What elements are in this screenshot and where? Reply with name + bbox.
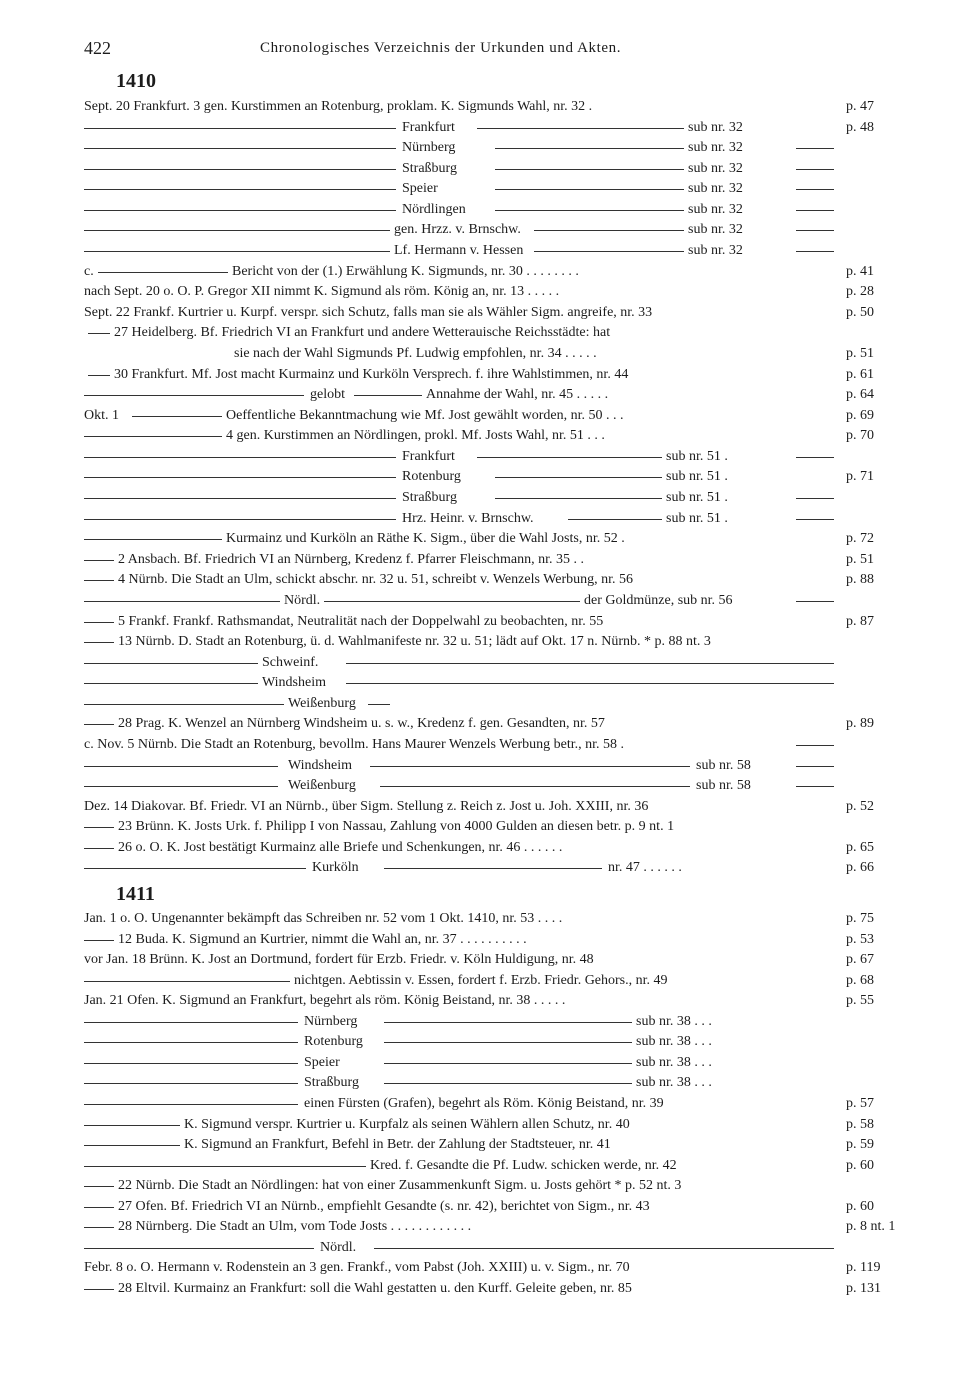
page-reference: p. 41: [846, 263, 874, 279]
entry-text: Speier: [402, 181, 438, 197]
ditto-rule: [84, 683, 258, 684]
entry-text: Febr. 8 o. O. Hermann v. Rodenstein an 3 gen. Frankf., vom Pabst (Joh. XXIII) u. v. Sigm., nr. 70: [84, 1260, 630, 1276]
entry-line: [84, 673, 846, 693]
page-reference: p. 75: [846, 911, 874, 926]
ditto-rule: [84, 1227, 114, 1228]
entry-text: einen Fürsten (Grafen), begehrt als Röm. König Beistand, nr. 39: [304, 1095, 664, 1111]
entry-text: Speier: [304, 1054, 340, 1070]
entry-text: sub nr. 32: [688, 140, 743, 156]
ditto-rule: [84, 868, 306, 869]
page-reference: p. 65: [846, 839, 874, 855]
entry-text: sub nr. 32: [688, 243, 743, 259]
ditto-rule: [796, 210, 834, 211]
entry-text: Bericht von der (1.) Erwählung K. Sigmunds, nr. 30 . . . . . . . .: [232, 263, 579, 279]
entry-line: [84, 1094, 874, 1114]
entry-text: Jan. 1 o. O. Ungenannter bekämpft das Schreiben nr. 52 vom 1 Okt. 1410, nr. 53 . . . .: [84, 911, 563, 926]
ditto-rule: [84, 1125, 180, 1126]
entry-text: sub nr. 58: [696, 757, 751, 773]
entry-line: [84, 303, 874, 323]
entry-text: Windsheim: [288, 757, 352, 773]
entry-text: 30 Frankfurt. Mf. Jost macht Kurmainz und Kurköln Versprech. f. ihre Wahlstimmen, nr. 44: [114, 366, 629, 382]
page-reference: p. 28: [846, 284, 874, 300]
page-reference: p. 131: [846, 1280, 881, 1296]
page-reference: p. 68: [846, 972, 874, 988]
ditto-rule: [84, 1145, 180, 1146]
entry-text: Oeffentliche Bekanntmachung wie Mf. Jost gewählt worden, nr. 50 . . .: [226, 407, 624, 423]
entry-text: 12 Buda. K. Sigmund an Kurtrier, nimmt die Wahl an, nr. 37 . . . . . . . . . .: [118, 931, 527, 947]
ditto-rule: [796, 189, 834, 190]
ditto-rule: [84, 539, 222, 540]
page-reference: p. 51: [846, 345, 874, 361]
ditto-rule: [84, 1063, 298, 1064]
ditto-rule: [84, 498, 396, 499]
entry-line: [84, 971, 874, 991]
entry-text: 28 Prag. K. Wenzel an Nürnberg Windsheim u. s. w., Kredenz f. gen. Gesandten, nr. 57: [118, 716, 605, 732]
entry-line: [84, 1032, 846, 1052]
page-reference: p. 89: [846, 716, 874, 732]
ditto-rule: [534, 230, 684, 231]
entry-text: Jan. 21 Ofen. K. Sigmund an Frankfurt, begehrt als röm. König Beistand, nr. 38 . . . . .: [84, 993, 566, 1009]
page-reference: p. 50: [846, 304, 874, 320]
entry-line: [84, 817, 846, 837]
entry-line: [84, 282, 874, 302]
entry-line: [84, 1053, 846, 1073]
ditto-rule: [84, 1166, 366, 1167]
ditto-rule: [796, 498, 834, 499]
entry-line: [84, 118, 874, 138]
entry-text: 27 Heidelberg. Bf. Friedrich VI an Frankfurt und andere Wetterauische Reichsstädte: hat: [114, 325, 611, 341]
entry-line: [84, 241, 846, 261]
page-reference: p. 51: [846, 551, 874, 567]
entry-text: vor Jan. 18 Brünn. K. Jost an Dortmund, fordert für Erzb. Friedr. v. Köln Huldigung, nr. 48: [84, 952, 594, 968]
ditto-rule: [384, 1083, 632, 1084]
page-reference: p. 71: [846, 469, 874, 485]
entry-line: [84, 632, 846, 652]
ditto-rule: [84, 580, 114, 581]
entry-text: Lf. Hermann v. Hessen: [394, 243, 524, 259]
entry-text: 23 Brünn. K. Josts Urk. f. Philipp I von Nassau, Zahlung von 4000 Gulden an diesen betr. p. 9 nt. 1: [118, 819, 675, 835]
entry-text: K. Sigmund an Frankfurt, Befehl in Betr. der Zahlung der Stadtsteuer, nr. 41: [184, 1137, 611, 1153]
entry-line: [84, 97, 874, 117]
entry-line: [84, 858, 874, 878]
ditto-rule: [84, 128, 396, 129]
entry-text: Nürnberg: [304, 1013, 358, 1029]
entry-text: sub nr. 51 .: [666, 469, 728, 485]
entry-text: gen. Hrzz. v. Brnschw.: [394, 222, 521, 238]
entry-text: sub nr. 32: [688, 181, 743, 197]
ditto-rule: [374, 1248, 834, 1249]
ditto-rule: [370, 766, 690, 767]
ditto-rule: [477, 128, 684, 129]
ditto-rule: [84, 766, 278, 767]
ditto-rule: [84, 395, 304, 396]
entry-text: sub nr. 32: [688, 119, 743, 135]
ditto-rule: [384, 868, 602, 869]
entry-line: [84, 1115, 874, 1135]
entry-line: [84, 426, 874, 446]
entry-line: [84, 776, 846, 796]
entry-text: 13 Nürnb. D. Stadt an Rotenburg, ü. d. Wahlmanifeste nr. 32 u. 51; lädt auf Okt. 17 n. Nürnb. * p. 88 nt. 3: [118, 634, 711, 650]
page-reference: p. 52: [846, 798, 874, 814]
entry-text: Nördlingen: [402, 201, 466, 217]
year-heading: 1411: [116, 883, 155, 905]
entry-text: Nördl.: [284, 592, 321, 608]
page-reference: p. 48: [846, 119, 874, 135]
ditto-rule: [84, 724, 114, 725]
ditto-rule: [796, 766, 834, 767]
entry-line: [84, 714, 874, 734]
ditto-rule: [346, 683, 834, 684]
ditto-rule: [84, 940, 114, 941]
entry-line: [84, 694, 846, 714]
entry-text: nach Sept. 20 o. O. P. Gregor XII nimmt K. Sigmund als röm. König an, nr. 13 . . . . .: [84, 284, 560, 300]
ditto-rule: [380, 786, 690, 787]
entry-line: [84, 1073, 846, 1093]
ditto-rule: [495, 189, 684, 190]
entry-text: Weißenburg: [288, 778, 356, 794]
page-header: [84, 38, 840, 62]
ditto-rule: [84, 642, 114, 643]
entry-line: [84, 365, 874, 385]
entry-text: sub nr. 38 . . .: [636, 1075, 712, 1091]
entry-text: Rotenburg: [402, 469, 461, 485]
ditto-rule: [84, 1104, 298, 1105]
ditto-rule: [88, 375, 110, 376]
ditto-rule: [84, 848, 114, 849]
ditto-rule: [84, 1042, 298, 1043]
entry-line: [84, 467, 874, 487]
entry-line: [84, 447, 846, 467]
ditto-rule: [796, 251, 834, 252]
page-reference: p. 67: [846, 952, 874, 968]
ditto-rule: [796, 745, 834, 746]
ditto-rule: [84, 251, 390, 252]
ditto-rule: [84, 704, 284, 705]
ditto-rule: [354, 395, 422, 396]
ditto-rule: [84, 827, 114, 828]
page-reference: p. 58: [846, 1116, 874, 1132]
entry-text: 26 o. O. K. Jost bestätigt Kurmainz alle Briefe und Schenkungen, nr. 46 . . . . . .: [118, 839, 563, 855]
ditto-rule: [84, 560, 114, 561]
page-reference: p. 61: [846, 366, 874, 382]
page-reference: p. 72: [846, 531, 874, 547]
ditto-rule: [84, 519, 396, 520]
entry-line: [84, 1156, 874, 1176]
entry-text: sub nr. 32: [688, 222, 743, 238]
entry-line: [84, 159, 846, 179]
entry-text: sub nr. 38 . . .: [636, 1013, 712, 1029]
page-reference: p. 55: [846, 993, 874, 1009]
entry-text: sub nr. 38 . . .: [636, 1034, 712, 1050]
ditto-rule: [84, 1248, 314, 1249]
entry-text: sie nach der Wahl Sigmunds Pf. Ludwig empfohlen, nr. 34 . . . . .: [234, 345, 597, 361]
entry-text: 5 Frankf. Frankf. Rathsmandat, Neutralität nach der Doppelwahl zu beobachten, nr. 55: [118, 613, 604, 629]
ditto-rule: [84, 1289, 114, 1290]
ditto-rule: [495, 477, 662, 478]
page-number: 422: [84, 38, 111, 58]
entry-text: sub nr. 32: [688, 160, 743, 176]
ditto-rule: [84, 1207, 114, 1208]
ditto-rule: [796, 519, 834, 520]
entry-text: c. Nov. 5 Nürnb. Die Stadt an Rotenburg, bevollm. Hans Maurer Wenzels Werbung betr., nr. 58 .: [84, 736, 625, 752]
entry-text: sub nr. 51 .: [666, 490, 728, 506]
entry-line: [84, 138, 846, 158]
entry-text: der Goldmünze, sub nr. 56: [584, 592, 733, 608]
entry-text: 4 gen. Kurstimmen an Nördlingen, prokl. Mf. Josts Wahl, nr. 51 . . .: [226, 428, 605, 444]
ditto-rule: [384, 1063, 632, 1064]
page-reference: p. 53: [846, 931, 874, 947]
ditto-rule: [84, 622, 114, 623]
entry-line: [84, 488, 846, 508]
ditto-rule: [324, 601, 580, 602]
ditto-rule: [84, 1022, 298, 1023]
entry-text: 28 Nürnberg. Die Stadt an Ulm, vom Tode Josts . . . . . . . . . . . .: [118, 1219, 472, 1235]
ditto-rule: [568, 519, 662, 520]
ditto-rule: [477, 457, 662, 458]
entry-text: Nördl.: [320, 1239, 357, 1255]
entry-line: [84, 1258, 881, 1278]
ditto-rule: [84, 981, 290, 982]
ditto-rule: [796, 169, 834, 170]
page-reference: p. 87: [846, 613, 874, 629]
ditto-rule: [796, 786, 834, 787]
ditto-rule: [88, 333, 110, 334]
entry-line: [84, 1238, 846, 1258]
entry-line: [84, 550, 874, 570]
page-reference: p. 47: [846, 99, 874, 114]
entry-line: [84, 797, 874, 817]
entry-line: [84, 262, 874, 282]
ditto-rule: [495, 498, 662, 499]
entry-line: [84, 1135, 874, 1155]
ditto-rule: [384, 1042, 632, 1043]
ditto-rule: [495, 169, 684, 170]
entry-line: [84, 509, 846, 529]
entry-line: [84, 220, 846, 240]
entry-line: [84, 991, 874, 1011]
ditto-rule: [84, 189, 396, 190]
entry-text: Hrz. Heinr. v. Brnschw.: [402, 510, 534, 526]
entry-line: [84, 909, 874, 929]
entry-line: [84, 950, 874, 970]
ditto-rule: [98, 272, 228, 273]
ditto-rule: [84, 148, 396, 149]
entry-text: Nürnberg: [402, 140, 456, 156]
entry-text: Okt. 1: [84, 407, 119, 423]
ditto-rule: [84, 230, 390, 231]
page-reference: p. 60: [846, 1157, 874, 1173]
page-reference: p. 57: [846, 1095, 874, 1111]
entry-text: nichtgen. Aebtissin v. Essen, fordert f. Erzb. Friedr. Gehors., nr. 49: [294, 972, 668, 988]
entry-line: [84, 200, 846, 220]
entry-line: [84, 1279, 881, 1299]
entry-line: [84, 591, 846, 611]
entry-text: Straßburg: [402, 490, 457, 506]
page-reference: p. 119: [846, 1260, 881, 1276]
entry-line: [84, 756, 846, 776]
ditto-rule: [84, 457, 396, 458]
entry-text: Windsheim: [262, 675, 326, 691]
ditto-rule: [84, 601, 280, 602]
entry-text: sub nr. 51 .: [666, 510, 728, 526]
ditto-rule: [84, 663, 258, 664]
entry-text: Kred. f. Gesandte die Pf. Ludw. schicken werde, nr. 42: [370, 1157, 677, 1173]
ditto-rule: [796, 148, 834, 149]
entry-text: Annahme der Wahl, nr. 45 . . . . .: [426, 387, 609, 403]
ditto-rule: [84, 786, 278, 787]
entry-text: gelobt: [310, 387, 345, 403]
ditto-rule: [84, 477, 396, 478]
ditto-rule: [495, 210, 684, 211]
entry-text: sub nr. 58: [696, 778, 751, 794]
page-reference: p. 59: [846, 1137, 874, 1153]
ditto-rule: [796, 601, 834, 602]
entry-text: Frankfurt: [402, 119, 455, 135]
entry-line: [84, 323, 846, 343]
entry-line: [84, 1217, 896, 1237]
entry-line: [84, 653, 846, 673]
entry-text: Kurmainz und Kurköln an Räthe K. Sigm., über die Wahl Josts, nr. 52 .: [226, 531, 625, 547]
ditto-rule: [84, 169, 396, 170]
entry-text: 4 Nürnb. Die Stadt an Ulm, schickt abschr. nr. 32 u. 51, schreibt v. Wenzels Werbung, nr. 56: [118, 572, 634, 588]
entry-text: 22 Nürnb. Die Stadt an Nördlingen: hat von einer Zusammenkunft Sigm. u. Josts gehört * p. 52 nt. 3: [118, 1178, 682, 1194]
entry-line: [84, 179, 846, 199]
ditto-rule: [346, 663, 834, 664]
entry-text: sub nr. 32: [688, 201, 743, 217]
entry-line: [84, 838, 874, 858]
page-reference: p. 8 nt. 1: [846, 1219, 896, 1235]
ditto-rule: [796, 457, 834, 458]
ditto-rule: [534, 251, 684, 252]
entry-text: Straßburg: [402, 160, 457, 176]
entry-text: Dez. 14 Diakovar. Bf. Friedr. VI an Nürnb., über Sigm. Stellung z. Reich z. Jost u. Joh. XXIII, nr. 36: [84, 798, 649, 814]
entry-text: Straßburg: [304, 1075, 359, 1091]
entry-line: [84, 406, 874, 426]
entry-text: 27 Ofen. Bf. Friedrich VI an Nürnb., empfiehlt Gesandte (s. nr. 42), berichtet von Sigm., nr. 43: [118, 1198, 650, 1214]
page-reference: p. 66: [846, 860, 874, 876]
entry-text: Schweinf.: [262, 654, 319, 670]
page-reference: p. 60: [846, 1198, 874, 1214]
entry-text: nr. 47 . . . . . .: [608, 860, 682, 876]
ditto-rule: [84, 210, 396, 211]
entry-text: c.: [84, 263, 94, 279]
entry-text: Frankfurt: [402, 448, 455, 464]
entry-text: Weißenburg: [288, 695, 356, 711]
ditto-rule: [495, 148, 684, 149]
entry-line: [84, 1197, 874, 1217]
entry-line: [84, 385, 874, 405]
running-title: Chronologisches Verzeichnis der Urkunden und Akten.: [260, 40, 622, 56]
entry-text: K. Sigmund verspr. Kurtrier u. Kurpfalz als seinen Wählern allen Schutz, nr. 40: [184, 1116, 630, 1132]
entry-text: sub nr. 38 . . .: [636, 1054, 712, 1070]
ditto-rule: [84, 436, 222, 437]
entry-text: sub nr. 51 .: [666, 448, 728, 464]
page-reference: p. 69: [846, 407, 874, 423]
ditto-rule: [368, 704, 390, 705]
ditto-rule: [132, 416, 222, 417]
ditto-rule: [84, 1083, 298, 1084]
entry-text: 2 Ansbach. Bf. Friedrich VI an Nürnberg, Kredenz f. Pfarrer Fleischmann, nr. 35 . .: [118, 551, 585, 567]
entry-text: Sept. 22 Frankf. Kurtrier u. Kurpf. verspr. sich Schutz, falls man sie als Wähler Sigm. angreife, nr. 33: [84, 304, 653, 320]
entry-line: [84, 612, 874, 632]
entry-line: [84, 930, 874, 950]
entry-line: [84, 1176, 846, 1196]
ditto-rule: [796, 230, 834, 231]
page-reference: p. 64: [846, 387, 874, 403]
entry-text: Rotenburg: [304, 1034, 363, 1050]
entry-text: Sept. 20 Frankfurt. 3 gen. Kurstimmen an Rotenburg, proklam. K. Sigmunds Wahl, nr. 32 .: [84, 99, 593, 114]
entry-line: [84, 735, 846, 755]
entry-line: [84, 1012, 846, 1032]
entry-text: Kurköln: [312, 860, 359, 876]
ditto-rule: [84, 1186, 114, 1187]
entry-text: 28 Eltvil. Kurmainz an Frankfurt: soll die Wahl gestatten u. den Kurff. Geleite geben, nr. 85: [118, 1280, 632, 1296]
entry-line: [84, 344, 874, 364]
page-reference: p. 70: [846, 428, 874, 444]
entry-line: [84, 570, 874, 590]
page-reference: p. 88: [846, 572, 874, 588]
ditto-rule: [384, 1022, 632, 1023]
year-heading: 1410: [116, 70, 156, 92]
entry-line: [84, 529, 874, 549]
